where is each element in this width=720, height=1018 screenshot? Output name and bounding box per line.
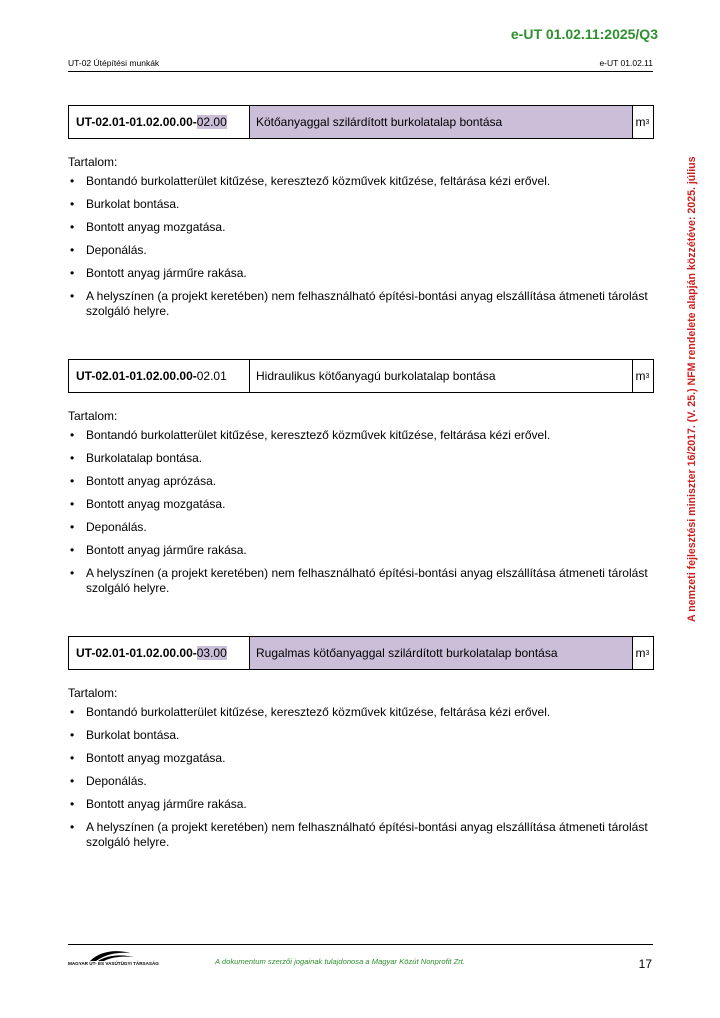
- list-item: • Bontott anyag mozgatása.: [68, 497, 654, 512]
- copyright-notice: A dokumentum szerzői jogainak tulajdonosa a Magyar Közút Nonprofit Zrt.: [215, 957, 466, 966]
- work-item: [68, 636, 654, 858]
- list-item: • Bontott anyag járműre rakása.: [68, 543, 654, 558]
- list-item: • A helyszínen (a projekt keretében) nem felhasználható építési-bontási anyag elszállítása átmeneti tárolást szolgáló helyre.: [68, 566, 654, 596]
- organization-logo: [68, 949, 158, 971]
- work-item: [68, 359, 654, 604]
- unit-exponent: 3: [645, 118, 650, 126]
- work-item-header: [68, 105, 654, 139]
- list-item: • Deponálás.: [68, 520, 654, 535]
- work-item-header: [68, 636, 654, 670]
- contents-label: Tartalom:: [68, 686, 118, 700]
- item-unit: [633, 360, 653, 392]
- running-header-left: UT-02 Útépítési munkák: [68, 58, 160, 68]
- list-item: • Bontott anyag mozgatása.: [68, 751, 654, 766]
- item-unit: [633, 637, 653, 669]
- list-item: • Bontott anyag aprózása.: [68, 474, 654, 489]
- list-item: • Burkolat bontása.: [68, 728, 654, 743]
- unit-exponent: 3: [645, 372, 650, 380]
- list-item: • Deponálás.: [68, 243, 654, 258]
- running-header: [68, 58, 653, 72]
- unit-base: m: [635, 369, 646, 383]
- item-unit: [633, 106, 653, 138]
- work-item-header: [68, 359, 654, 393]
- list-item: • Burkolat bontása.: [68, 197, 654, 212]
- unit-base: m: [635, 646, 646, 660]
- document-code: e-UT 01.02.11:2025/Q3: [510, 26, 658, 42]
- list-item: • Bontott anyag járműre rakása.: [68, 266, 654, 281]
- list-item: • Deponálás.: [68, 774, 654, 789]
- contents-list: [68, 705, 654, 850]
- item-code-suffix: 03.00: [196, 646, 227, 660]
- list-item: • Bontott anyag mozgatása.: [68, 220, 654, 235]
- footer-rule: [68, 944, 653, 945]
- item-code-suffix: 02.01: [196, 369, 227, 383]
- list-item: • Bontandó burkolatterület kitűzése, keresztező közművek kitűzése, feltárása kézi erővel.: [68, 428, 654, 443]
- list-item: • Burkolatalap bontása.: [68, 451, 654, 466]
- unit-exponent: 3: [645, 649, 650, 657]
- running-header-right: e-UT 01.02.11: [599, 58, 653, 68]
- publication-side-note: A nemzeti fejlesztési miniszter 16/2017. (V. 25.) NFM rendelete alapján közzétéve: 2025. július: [686, 156, 698, 622]
- work-item: [68, 105, 654, 327]
- page-number: 17: [638, 957, 652, 971]
- contents-label: Tartalom:: [68, 155, 118, 169]
- item-title: Hidraulikus kötőanyagú burkolatalap bontása: [250, 360, 633, 392]
- list-item: • Bontandó burkolatterület kitűzése, keresztező közművek kitűzése, feltárása kézi erővel.: [68, 705, 654, 720]
- item-code-prefix: UT-02.01-01.02.00.00-: [76, 369, 197, 383]
- list-item: • Bontandó burkolatterület kitűzése, keresztező közművek kitűzése, feltárása kézi erővel.: [68, 174, 654, 189]
- list-item: • A helyszínen (a projekt keretében) nem felhasználható építési-bontási anyag elszállítása átmeneti tárolást szolgáló helyre.: [68, 289, 654, 319]
- logo-text: MAGYAR ÚT- ÉS VASÚTÜGYI TÁRSASÁG: [68, 961, 159, 966]
- item-code-prefix: UT-02.01-01.02.00.00-: [76, 646, 197, 660]
- contents-label: Tartalom:: [68, 409, 118, 423]
- list-item: • A helyszínen (a projekt keretében) nem felhasználható építési-bontási anyag elszállítása átmeneti tárolást szolgáló helyre.: [68, 820, 654, 850]
- item-title: Kötőanyaggal szilárdított burkolatalap bontása: [250, 106, 633, 138]
- item-code: [69, 360, 250, 392]
- unit-base: m: [635, 115, 646, 129]
- item-title: Rugalmas kötőanyaggal szilárdított burkolatalap bontása: [250, 637, 633, 669]
- contents-list: [68, 174, 654, 319]
- contents-list: [68, 428, 654, 596]
- item-code-suffix: 02.00: [196, 115, 227, 129]
- item-code-prefix: UT-02.01-01.02.00.00-: [76, 115, 197, 129]
- item-code: [69, 637, 250, 669]
- list-item: • Bontott anyag járműre rakása.: [68, 797, 654, 812]
- item-code: [69, 106, 250, 138]
